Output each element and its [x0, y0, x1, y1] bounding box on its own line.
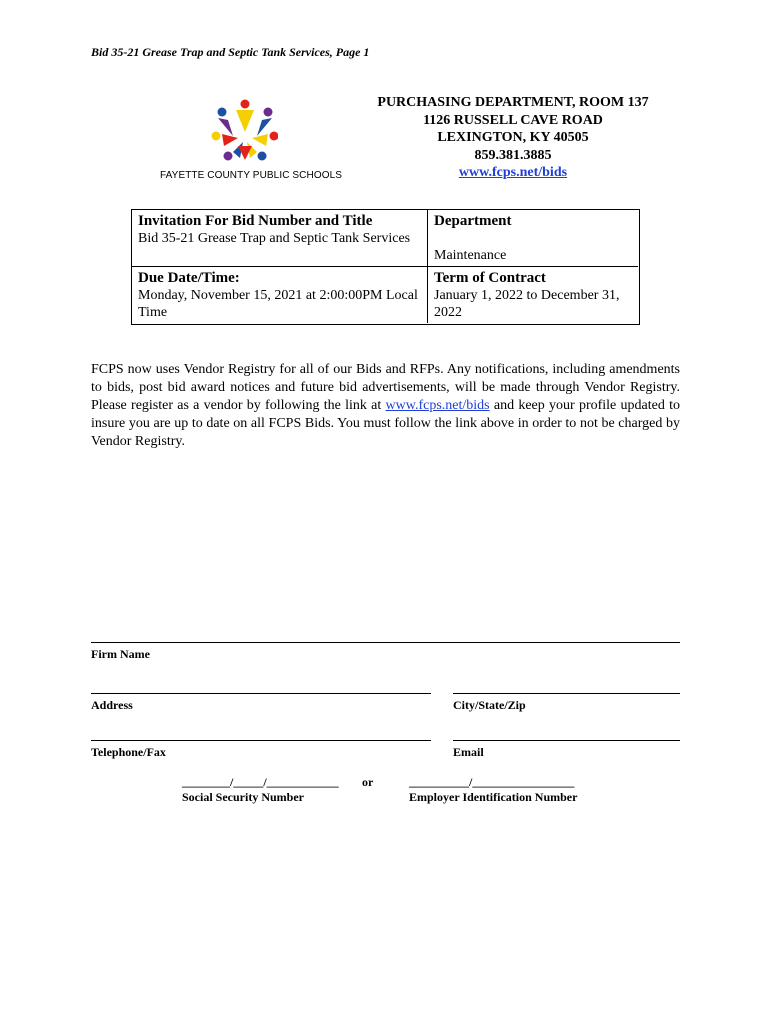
vendor-registry-notice: [91, 361, 680, 451]
ssn-blank[interactable]: ________/_____/____________: [182, 775, 339, 789]
logo-caption: FAYETTE COUNTY PUBLIC SCHOOLS: [160, 170, 343, 181]
email-label: Email: [453, 745, 484, 759]
page-header: Bid 35-21 Grease Trap and Septic Tank Services, Page 1: [91, 45, 370, 59]
logo-mark-icon: [148, 96, 278, 168]
address-label: Address: [91, 698, 133, 712]
ein-label: Employer Identification Number: [409, 790, 578, 804]
department-heading: Department: [434, 213, 512, 229]
or-text: or: [362, 775, 374, 789]
address-line-3: LEXINGTON, KY 40505: [437, 130, 589, 145]
term-heading: Term of Contract: [434, 270, 546, 286]
department-cell: [428, 210, 638, 267]
bid-info-table: [131, 209, 640, 325]
firm-name-label: Firm Name: [91, 647, 150, 661]
notice-text-end: and keep your profile updated to insure you are up to date on all FCPS Bids. You must follow the link above in order to not be charged by Vendor Registry.: [91, 398, 680, 449]
ein-blank[interactable]: __________/_________________: [409, 775, 575, 789]
telephone-fax-label: Telephone/Fax: [91, 745, 166, 759]
purchasing-address: [350, 94, 676, 182]
term-value: January 1, 2022 to December 31, 2022: [434, 288, 620, 320]
bid-number-heading: Invitation For Bid Number and Title: [138, 213, 373, 229]
notice-text-start: FCPS now uses Vendor Registry for all of our Bids and RFPs. Any notifications, including amendments to bids, post bid award notices and future bid advertisements, will be made through Vendor Registry. Please register as a vendor by following the link at: [91, 362, 680, 413]
city-state-zip-line[interactable]: [453, 693, 680, 694]
city-state-zip-label: City/State/Zip: [453, 698, 526, 712]
firm-name-line[interactable]: [91, 642, 680, 643]
bids-link[interactable]: www.fcps.net/bids: [458, 165, 568, 180]
bid-number-value: Bid 35-21 Grease Trap and Septic Tank Services: [138, 231, 411, 246]
telephone-fax-line[interactable]: [91, 740, 431, 741]
email-line[interactable]: [453, 740, 680, 741]
department-value: Maintenance: [434, 248, 507, 263]
phone-number: 859.381.3885: [474, 147, 552, 163]
due-date-value: Monday, November 15, 2021 at 2:00:00PM Local Time: [138, 288, 418, 320]
due-date-heading: Due Date/Time:: [138, 270, 240, 286]
ssn-label: Social Security Number: [182, 790, 304, 804]
due-date-cell: [132, 267, 428, 323]
notice-link[interactable]: www.fcps.net/bids: [385, 398, 490, 413]
bid-number-cell: [132, 210, 428, 267]
fcps-logo: [148, 96, 343, 188]
address-line-2: 1126 RUSSELL CAVE ROAD: [423, 112, 603, 128]
term-cell: [428, 267, 638, 323]
address-line[interactable]: [91, 693, 431, 694]
address-line-1: PURCHASING DEPARTMENT, ROOM 137: [377, 95, 649, 110]
